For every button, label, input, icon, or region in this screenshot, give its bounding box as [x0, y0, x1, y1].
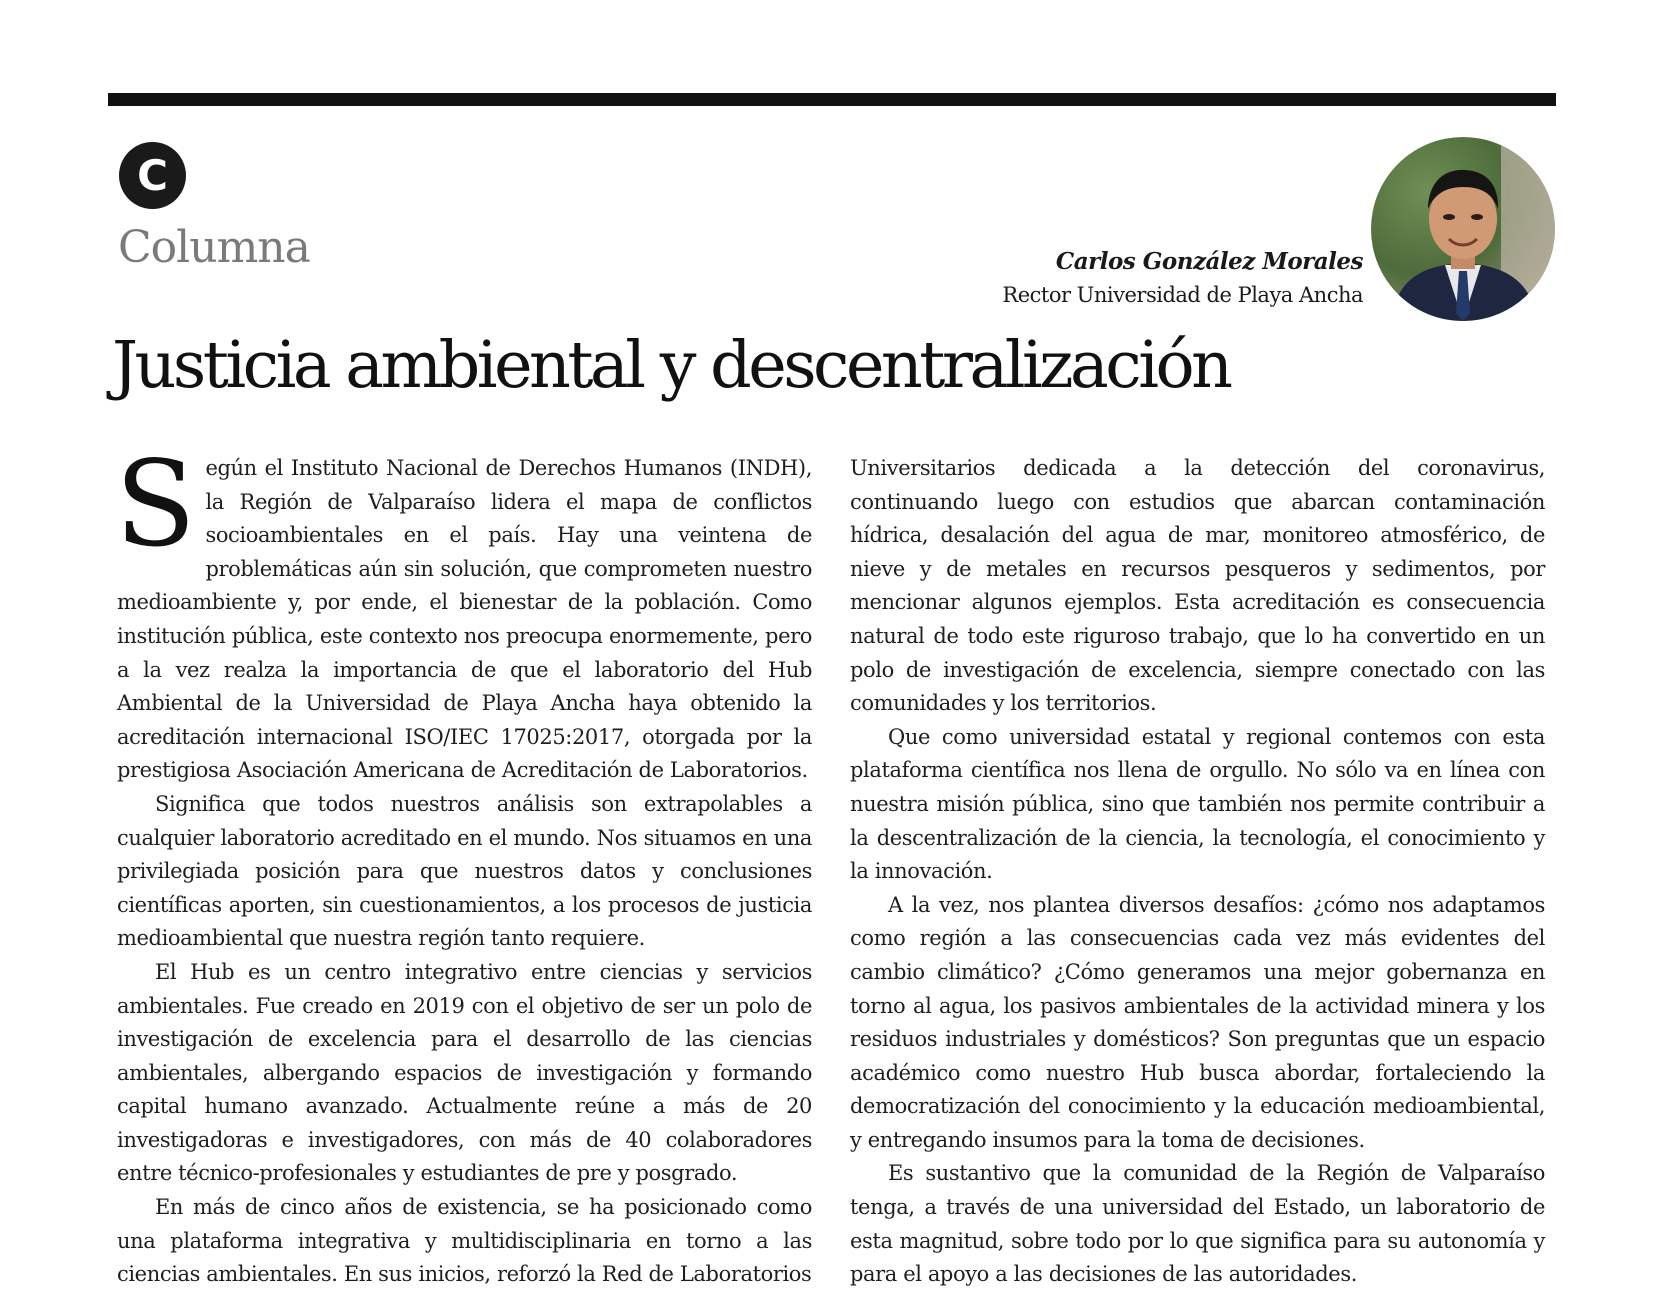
headline: Justicia ambiental y descentralización	[112, 328, 1230, 403]
section-badge-letter: C	[137, 151, 168, 200]
article-paragraph: A la vez, nos plantea diversos desafíos: ¿cómo nos adaptamos como región a las consecuencias cada vez más evidentes del cambio climático? ¿Cómo generamos una mejor gobernanza en torno al agua, los pasivos ambientales de la actividad minera y los residuos industriales y domésticos? Son preguntas que un espacio académico como nuestro Hub busca abordar, fortaleciendo la democratización del conocimiento y la educación medioambiental, y entregando insumos para la toma de decisiones.	[850, 892, 1545, 1152]
article-paragraph: En más de cinco años de existencia, se ha posicionado como una plataforma integrativa y multidisciplinaria en torno a las ciencias ambientales. En sus inicios, reforzó la Red de Laboratorios	[117, 1195, 812, 1287]
article-paragraph: Universitarios dedicada a la detección del coronavirus, continuando luego con estudios que abarcan contaminación hídrica, desalación del agua de mar, monitoreo atmosférico, de nieve y de metales en recursos pesqueros y sedimentos, por mencionar algunos ejemplos. Esta acreditación es consecuencia natural de todo este riguroso trabajo, que lo ha convertido en un polo de investigación de excelencia, siempre conectado con las comunidades y los territorios.	[850, 456, 1545, 716]
article-paragraph: Que como universidad estatal y regional contemos con esta plataforma científica nos llena de orgullo. No sólo va en línea con nuestra misión pública, sino que también nos permite contribuir a la descentralización de la ciencia, la tecnología, el conocimiento y la innovación.	[850, 724, 1545, 884]
author-role: Rector Universidad de Playa Ancha	[1002, 283, 1363, 307]
section-label: Columna	[118, 222, 310, 273]
author-portrait-image	[1371, 137, 1555, 321]
article-paragraph: Es sustantivo que la comunidad de la Región de Valparaíso tenga, a través de una universidad del Estado, un laboratorio de esta magnitud, sobre todo por lo que significa para su autonomía y para el apoyo a las decisiones de las autoridades.	[850, 1161, 1545, 1287]
article-column-left	[115, 435, 812, 1292]
article-column-right	[850, 452, 1545, 1292]
article-paragraph: Significa que todos nuestros análisis son extrapolables a cualquier laboratorio acreditado en el mundo. Nos situamos en una privilegiada posición para que nuestros datos y conclusiones científicas aporten, sin cuestionamientos, a los procesos de justicia medioambiental que nuestra región tanto requiere.	[117, 791, 812, 951]
article-paragraph	[115, 435, 812, 788]
drop-cap: S	[115, 435, 196, 573]
section-badge	[119, 142, 186, 209]
article-paragraph: El Hub es un centro integrativo entre ciencias y servicios ambientales. Fue creado en 2019 con el objetivo de ser un polo de investigación de excelencia para el desarrollo de las ciencias ambientales, albergando espacios de investigación y formando capital humano avanzado. Actualmente reúne a más de 20 investigadoras e investigadores, con más de 40 colaboradores entre técnico-profesionales y estudiantes de pre y posgrado.	[117, 959, 812, 1186]
author-name: Carlos González Morales	[1055, 248, 1363, 275]
top-rule	[108, 93, 1556, 106]
paragraph-text: egún el Instituto Nacional de Derechos Humanos (INDH), la Región de Valparaíso lidera el mapa de conflictos socioambientales en el país. Hay una veintena de problemáticas aún sin solución, que comprometen nuestro medioambiente y, por ende, el bienestar de la población. Como institución pública, este contexto nos preocupa enormemente, pero a la vez realza la importancia de que el laboratorio del Hub Ambiental de la Universidad de Playa Ancha haya obtenido la acreditación internacional ISO/IEC 17025:2017, otorgada por la prestigiosa Asociación Americana de Acreditación de Laboratorios.	[117, 456, 812, 783]
author-byline	[1002, 248, 1363, 307]
author-photo	[1371, 137, 1555, 321]
